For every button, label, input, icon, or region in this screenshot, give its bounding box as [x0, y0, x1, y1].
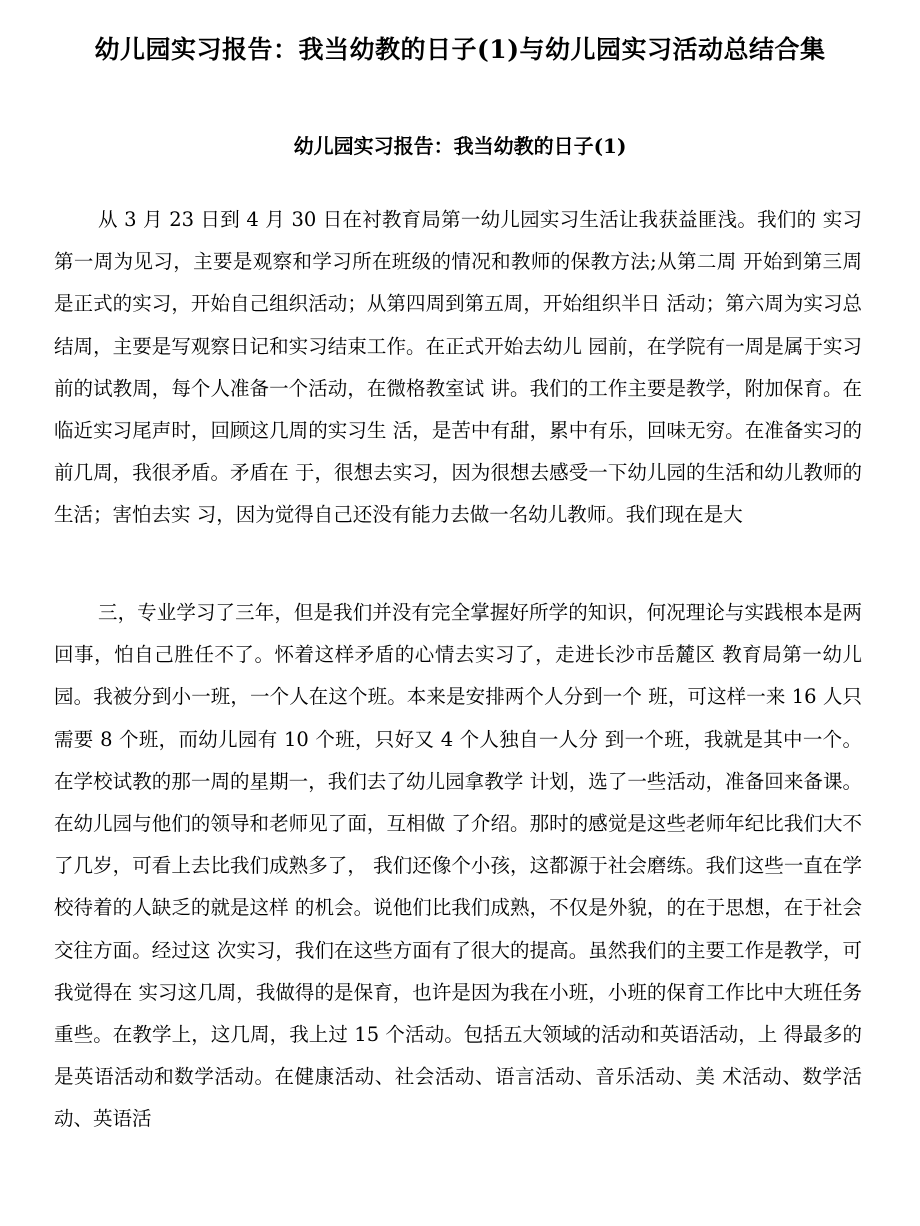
- document-title: 幼儿园实习报告：我当幼教的日子(1)与幼儿园实习活动总结合集: [94, 34, 826, 64]
- body-paragraph-2: 三，专业学习了三年，但是我们并没有完全掌握好所学的知识，何况理论与实践根本是两回事，怕自己胜任不了。怀着这样矛盾的心情去实习了，走进长沙市岳麓区 教育局第一幼儿园。我被分到小一班，一个人在这个班。本来是安排两个人分到一个 班，可这样一来 16 人只需要 8 个班，而幼儿园有 10 个班，只好又 4 个人独自一人分 到一个班，我就是其中一个。在学校试教的那一周的星期一，我们去了幼儿园拿教学 计划，选了一些活动，准备回来备课。在幼儿园与他们的领导和老师见了面，互相做 了介绍。那时的感觉是这些老师年纪比我们大不了几岁，可看上去比我们成熟多了， 我们还像个小孩，这都源于社会磨练。我们这些一直在学校待着的人缺乏的就是这样 的机会。说他们比我们成熟，不仅是外貌，的在于思想，在于社会交往方面。经过这 次实习，我们在这些方面有了很大的提高。虽然我们的主要工作是教学，可我觉得在 实习这几周，我做得的是保育，也许是因为我在小班，小班的保育工作比中大班任务 重些。在教学上，这几周，我上过 15 个活动。包括五大领域的活动和英语活动，上 得最多的是英语活动和数学活动。在健康活动、社会活动、语言活动、音乐活动、美 术活动、数学活动、英语活: [54, 601, 862, 1131]
- section-title: 幼儿园实习报告：我当幼教的日子(1): [293, 133, 627, 158]
- body-paragraph-1: 从 3 月 23 日到 4 月 30 日在衬教育局第一幼儿园实习生活让我获益匪浅。我们的 实习第一周为见习，主要是观察和学习所在班级的情况和教师的保教方法;从第二周 开始到第三周是正式的实习，开始自己组织活动；从第四周到第五周，开始组织半日 活动；第六周为实习总结周，主要是写观察日记和实习结束工作。在正式开始去幼儿 园前，在学院有一周是属于实习前的试教周，每个人准备一个活动，在微格教室试 讲。我们的工作主要是教学，附加保育。在临近实习尾声时，回顾这几周的实习生 活，是苦中有甜，累中有乐，回味无穷。在准备实习的前几周，我很矛盾。矛盾在 于，很想去实习，因为很想去感受一下幼儿园的生活和幼儿教师的生活；害怕去实 习，因为觉得自己还没有能力去做一名幼儿教师。我们现在是大: [54, 208, 862, 527]
